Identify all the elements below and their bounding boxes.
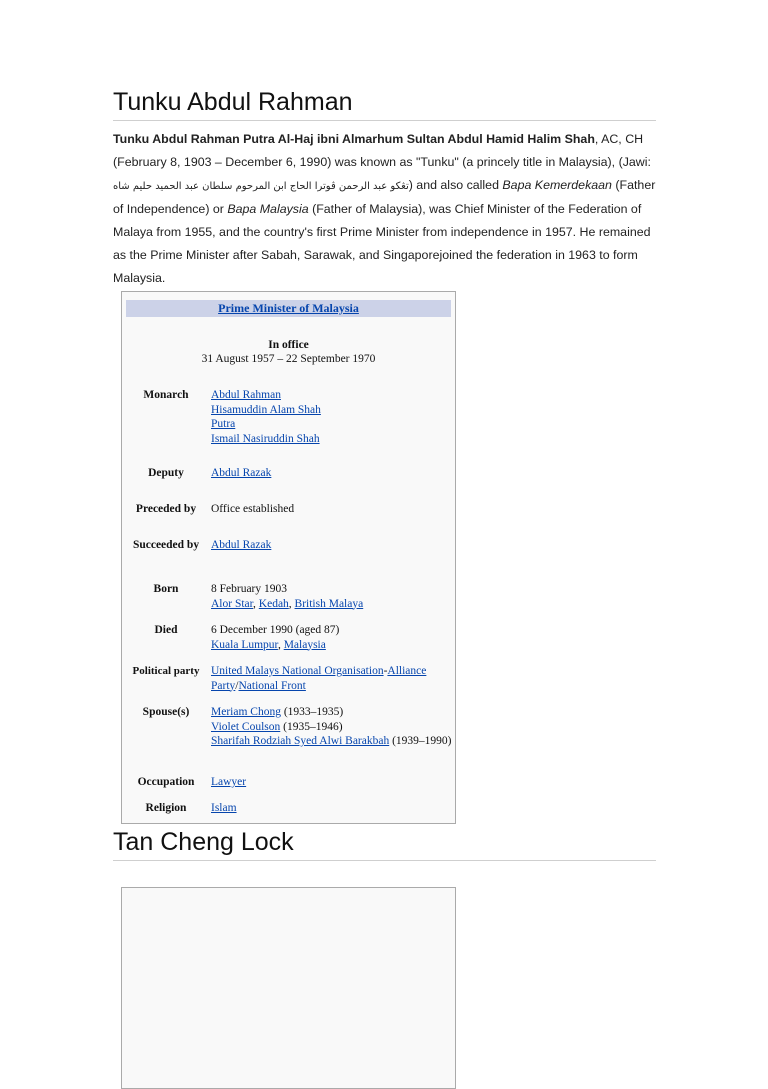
monarch-link[interactable]: Abdul Rahman (211, 389, 281, 401)
infobox (121, 291, 456, 824)
office-term (122, 338, 455, 366)
born-place-link[interactable]: British Malaya (294, 597, 364, 610)
succeeded-by-label: Succeeded by (132, 539, 200, 551)
died-label: Died (154, 624, 178, 636)
deputy-link[interactable]: Abdul Razak (211, 467, 272, 479)
spouse-label: Spouse(s) (142, 706, 190, 718)
political-party-label: Political party (132, 665, 200, 677)
party-link[interactable]: Alliance Party (211, 665, 427, 692)
in-office-label: In office (268, 339, 309, 351)
died-place-link[interactable]: Kuala Lumpur (211, 638, 278, 651)
died-place-link[interactable]: Malaysia (283, 638, 326, 651)
intro-paragraph (113, 128, 658, 290)
monarch-label: Monarch (143, 389, 189, 401)
prime-minister-link[interactable]: Prime Minister of Malaysia (218, 301, 359, 315)
occupation-link[interactable]: Lawyer (211, 776, 247, 788)
subject-full-name: Tunku Abdul Rahman Putra Al-Haj ibni Almarhum Sultan Abdul Hamid Halim Shah (113, 132, 595, 146)
occupation-label: Occupation (137, 776, 195, 788)
born-place-link[interactable]: Kedah (258, 597, 289, 610)
separator: - (383, 665, 388, 677)
intro-text: (Father of Malaysia), was Chief Minister of the Federation of Malaya from 1955, and the country's first Prime Minister from independence in 1957. He remained as the Prime Minister after Sabah, Sarawak, and Singaporejoined the federation in 1963 to form Malaysia. (113, 202, 651, 285)
spouse-years: (1935–1946) (280, 720, 343, 733)
preceded-by-label: Preceded by (135, 503, 197, 515)
monarch-link[interactable]: Ismail Nasiruddin Shah (211, 432, 320, 445)
title-bapa-kemerdekaan: Bapa Kemerdekaan (502, 178, 612, 192)
section-heading: Tan Cheng Lock (113, 828, 656, 861)
succeeded-by-link[interactable]: Abdul Razak (211, 539, 272, 551)
separator: , (253, 597, 259, 610)
page-title: Tunku Abdul Rahman (113, 88, 656, 121)
party-link[interactable]: National Front (238, 679, 306, 692)
infobox-title (126, 300, 451, 317)
title-bapa-malaysia: Bapa Malaysia (227, 202, 309, 216)
spouse-link[interactable]: Meriam Chong (211, 706, 281, 718)
jawi-script: تڠکو عبد الرحمن ڤوترا الحاج ابن المرحوم سلطان عبد الحميد حليم شاه (113, 181, 409, 192)
intro-text: (Father of Independence) or (113, 178, 656, 216)
born-place-link[interactable]: Alor Star (211, 597, 254, 610)
religion-label: Religion (145, 802, 187, 814)
born-date: 8 February 1903 (211, 583, 288, 595)
party-link[interactable]: United Malays National Organisation (211, 665, 384, 677)
intro-text: , AC, CH (February 8, 1903 – December 6, 1990) was known as "Tunku" (a princely title in Malaysia), (Jawi: (113, 132, 651, 169)
separator: , (277, 638, 284, 651)
spouse-years: (1933–1935) (280, 706, 344, 718)
separator: , (288, 597, 295, 610)
born-label: Born (153, 583, 179, 595)
deputy-label: Deputy (148, 467, 184, 479)
intro-text: ) and also called (408, 178, 503, 192)
monarch-link[interactable]: Putra (211, 418, 236, 430)
spouse-years: (1939–1990) (389, 735, 452, 747)
died-date: 6 December 1990 (aged 87) (211, 624, 340, 636)
spouse-link[interactable]: Violet Coulson (211, 720, 281, 733)
preceded-by-value: Office established (211, 503, 295, 515)
separator: / (235, 679, 239, 692)
monarch-link[interactable]: Hisamuddin Alam Shah (211, 403, 321, 416)
term-dates: 31 August 1957 – 22 September 1970 (201, 353, 376, 365)
religion-link[interactable]: Islam (211, 802, 237, 814)
spouse-link[interactable]: Sharifah Rodziah Syed Alwi Barakbah (211, 735, 390, 747)
infobox (121, 887, 456, 1089)
